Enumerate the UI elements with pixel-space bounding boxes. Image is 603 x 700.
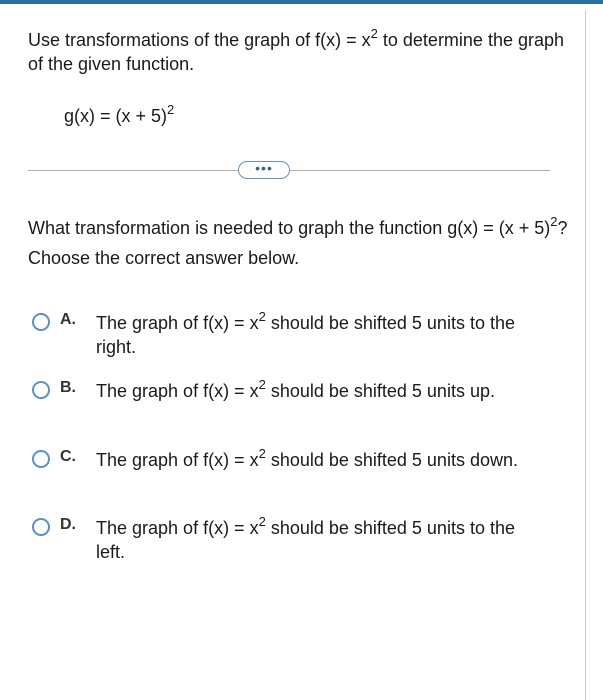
more-options-button[interactable]: ••• bbox=[238, 161, 290, 179]
option-text-b bbox=[96, 379, 536, 403]
option-a[interactable] bbox=[32, 309, 552, 365]
prompt-text-2: to determine the graph of the given function. bbox=[28, 30, 565, 74]
option-b-post: should be shifted 5 units up. bbox=[265, 381, 495, 401]
question-text-2: ? Choose the correct answer below. bbox=[28, 218, 568, 268]
option-d-post: should be shifted 5 units to the left. bbox=[96, 518, 515, 562]
option-text-a bbox=[96, 311, 536, 359]
function-exponent: 2 bbox=[167, 102, 175, 117]
option-letter-c: C. bbox=[60, 448, 76, 465]
question-exponent: 2 bbox=[550, 214, 558, 229]
option-letter-d: D. bbox=[60, 516, 76, 533]
option-d-pre: The graph of f(x) = x bbox=[96, 518, 259, 538]
problem-prompt bbox=[28, 28, 568, 76]
prompt-exponent: 2 bbox=[370, 26, 378, 41]
option-a-pre: The graph of f(x) = x bbox=[96, 313, 259, 333]
option-letter-b: B. bbox=[60, 379, 76, 396]
function-base: g(x) = (x + 5) bbox=[64, 106, 168, 126]
option-b[interactable] bbox=[32, 377, 552, 433]
option-a-post: should be shifted 5 units to the right. bbox=[96, 313, 515, 357]
option-letter-a: A. bbox=[60, 311, 76, 328]
option-text-c bbox=[96, 448, 536, 472]
option-b-pre: The graph of f(x) = x bbox=[96, 381, 259, 401]
option-c[interactable] bbox=[32, 446, 552, 502]
option-c-post: should be shifted 5 units down. bbox=[265, 450, 518, 470]
option-b-exponent: 2 bbox=[258, 377, 266, 392]
option-d[interactable] bbox=[32, 514, 552, 570]
option-c-exponent: 2 bbox=[258, 446, 266, 461]
radio-button-c[interactable] bbox=[32, 450, 50, 468]
panel-right-border bbox=[585, 10, 586, 700]
given-function bbox=[64, 104, 174, 128]
option-text-d bbox=[96, 516, 536, 564]
radio-button-a[interactable] bbox=[32, 313, 50, 331]
radio-button-b[interactable] bbox=[32, 381, 50, 399]
option-d-exponent: 2 bbox=[258, 514, 266, 529]
option-c-pre: The graph of f(x) = x bbox=[96, 450, 259, 470]
option-a-exponent: 2 bbox=[258, 309, 266, 324]
question-text bbox=[28, 213, 568, 273]
radio-button-d[interactable] bbox=[32, 518, 50, 536]
prompt-text-1: Use transformations of the graph of f(x) = x bbox=[28, 30, 371, 50]
top-accent-bar bbox=[0, 0, 603, 4]
question-text-1: What transformation is needed to graph the function g(x) = (x + 5) bbox=[28, 218, 551, 238]
